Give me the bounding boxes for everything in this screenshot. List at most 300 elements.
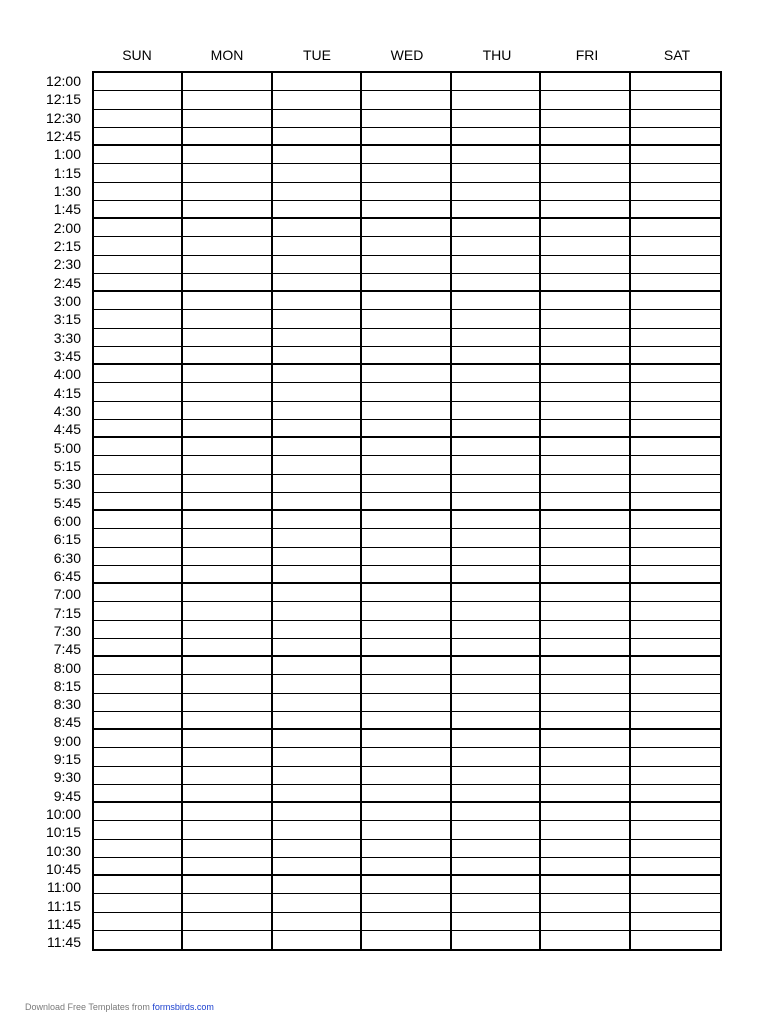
- schedule-cell[interactable]: [94, 712, 183, 730]
- schedule-cell[interactable]: [94, 201, 183, 219]
- schedule-cell[interactable]: [541, 694, 630, 712]
- schedule-cell[interactable]: [631, 256, 720, 274]
- schedule-cell[interactable]: [631, 274, 720, 292]
- schedule-cell[interactable]: [362, 840, 451, 858]
- schedule-cell[interactable]: [362, 91, 451, 109]
- schedule-cell[interactable]: [94, 529, 183, 547]
- schedule-cell[interactable]: [452, 420, 541, 438]
- schedule-cell[interactable]: [94, 657, 183, 675]
- schedule-cell[interactable]: [94, 748, 183, 766]
- schedule-cell[interactable]: [183, 219, 272, 237]
- footer-link[interactable]: formsbirds.com: [152, 1002, 214, 1012]
- schedule-cell[interactable]: [541, 548, 630, 566]
- schedule-cell[interactable]: [362, 694, 451, 712]
- schedule-cell[interactable]: [452, 639, 541, 657]
- schedule-cell[interactable]: [631, 219, 720, 237]
- schedule-cell[interactable]: [273, 347, 362, 365]
- schedule-cell[interactable]: [541, 821, 630, 839]
- schedule-cell[interactable]: [631, 128, 720, 146]
- schedule-cell[interactable]: [94, 402, 183, 420]
- schedule-cell[interactable]: [452, 310, 541, 328]
- schedule-cell[interactable]: [94, 675, 183, 693]
- schedule-cell[interactable]: [452, 584, 541, 602]
- schedule-cell[interactable]: [631, 91, 720, 109]
- schedule-cell[interactable]: [362, 785, 451, 803]
- schedule-cell[interactable]: [452, 730, 541, 748]
- schedule-cell[interactable]: [273, 201, 362, 219]
- schedule-cell[interactable]: [94, 730, 183, 748]
- schedule-cell[interactable]: [273, 91, 362, 109]
- schedule-cell[interactable]: [452, 621, 541, 639]
- schedule-cell[interactable]: [452, 748, 541, 766]
- schedule-cell[interactable]: [362, 292, 451, 310]
- schedule-cell[interactable]: [362, 876, 451, 894]
- schedule-cell[interactable]: [362, 712, 451, 730]
- schedule-cell[interactable]: [94, 219, 183, 237]
- schedule-cell[interactable]: [452, 329, 541, 347]
- schedule-cell[interactable]: [94, 931, 183, 949]
- schedule-cell[interactable]: [183, 821, 272, 839]
- schedule-cell[interactable]: [183, 584, 272, 602]
- schedule-cell[interactable]: [631, 310, 720, 328]
- schedule-cell[interactable]: [183, 420, 272, 438]
- schedule-cell[interactable]: [541, 438, 630, 456]
- schedule-cell[interactable]: [183, 675, 272, 693]
- schedule-cell[interactable]: [94, 128, 183, 146]
- schedule-cell[interactable]: [362, 164, 451, 182]
- schedule-cell[interactable]: [183, 183, 272, 201]
- schedule-cell[interactable]: [94, 602, 183, 620]
- schedule-cell[interactable]: [273, 876, 362, 894]
- schedule-cell[interactable]: [631, 730, 720, 748]
- schedule-cell[interactable]: [273, 274, 362, 292]
- schedule-cell[interactable]: [273, 310, 362, 328]
- schedule-cell[interactable]: [94, 803, 183, 821]
- schedule-cell[interactable]: [452, 475, 541, 493]
- schedule-cell[interactable]: [452, 767, 541, 785]
- schedule-cell[interactable]: [541, 493, 630, 511]
- schedule-cell[interactable]: [362, 128, 451, 146]
- schedule-cell[interactable]: [631, 438, 720, 456]
- schedule-cell[interactable]: [94, 420, 183, 438]
- schedule-cell[interactable]: [183, 383, 272, 401]
- schedule-cell[interactable]: [541, 292, 630, 310]
- schedule-cell[interactable]: [362, 566, 451, 584]
- schedule-cell[interactable]: [631, 383, 720, 401]
- schedule-cell[interactable]: [631, 110, 720, 128]
- schedule-cell[interactable]: [273, 438, 362, 456]
- schedule-cell[interactable]: [362, 493, 451, 511]
- schedule-cell[interactable]: [631, 748, 720, 766]
- schedule-cell[interactable]: [273, 621, 362, 639]
- schedule-cell[interactable]: [541, 420, 630, 438]
- schedule-cell[interactable]: [183, 876, 272, 894]
- schedule-cell[interactable]: [452, 237, 541, 255]
- schedule-cell[interactable]: [362, 456, 451, 474]
- schedule-cell[interactable]: [183, 146, 272, 164]
- schedule-cell[interactable]: [362, 675, 451, 693]
- schedule-cell[interactable]: [631, 675, 720, 693]
- schedule-cell[interactable]: [452, 511, 541, 529]
- schedule-cell[interactable]: [183, 365, 272, 383]
- schedule-cell[interactable]: [631, 657, 720, 675]
- schedule-cell[interactable]: [631, 566, 720, 584]
- schedule-cell[interactable]: [631, 164, 720, 182]
- schedule-cell[interactable]: [183, 347, 272, 365]
- schedule-cell[interactable]: [452, 274, 541, 292]
- schedule-cell[interactable]: [452, 858, 541, 876]
- schedule-cell[interactable]: [452, 201, 541, 219]
- schedule-cell[interactable]: [452, 128, 541, 146]
- schedule-cell[interactable]: [541, 146, 630, 164]
- schedule-cell[interactable]: [541, 110, 630, 128]
- schedule-cell[interactable]: [273, 183, 362, 201]
- schedule-cell[interactable]: [362, 584, 451, 602]
- schedule-cell[interactable]: [183, 694, 272, 712]
- schedule-cell[interactable]: [94, 164, 183, 182]
- schedule-cell[interactable]: [541, 475, 630, 493]
- schedule-cell[interactable]: [362, 913, 451, 931]
- schedule-cell[interactable]: [631, 237, 720, 255]
- schedule-cell[interactable]: [362, 347, 451, 365]
- schedule-cell[interactable]: [452, 548, 541, 566]
- schedule-cell[interactable]: [183, 931, 272, 949]
- schedule-cell[interactable]: [183, 785, 272, 803]
- schedule-cell[interactable]: [183, 402, 272, 420]
- schedule-cell[interactable]: [452, 840, 541, 858]
- schedule-cell[interactable]: [631, 201, 720, 219]
- schedule-cell[interactable]: [273, 657, 362, 675]
- schedule-cell[interactable]: [631, 858, 720, 876]
- schedule-cell[interactable]: [362, 402, 451, 420]
- schedule-cell[interactable]: [362, 730, 451, 748]
- schedule-cell[interactable]: [273, 584, 362, 602]
- schedule-cell[interactable]: [273, 639, 362, 657]
- schedule-cell[interactable]: [273, 694, 362, 712]
- schedule-cell[interactable]: [452, 219, 541, 237]
- schedule-cell[interactable]: [452, 365, 541, 383]
- schedule-cell[interactable]: [273, 475, 362, 493]
- schedule-cell[interactable]: [541, 329, 630, 347]
- schedule-cell[interactable]: [631, 913, 720, 931]
- schedule-cell[interactable]: [183, 913, 272, 931]
- schedule-cell[interactable]: [452, 785, 541, 803]
- schedule-cell[interactable]: [362, 894, 451, 912]
- schedule-cell[interactable]: [541, 183, 630, 201]
- schedule-cell[interactable]: [452, 146, 541, 164]
- schedule-cell[interactable]: [273, 128, 362, 146]
- schedule-cell[interactable]: [273, 913, 362, 931]
- schedule-cell[interactable]: [631, 529, 720, 547]
- schedule-cell[interactable]: [631, 876, 720, 894]
- schedule-cell[interactable]: [362, 621, 451, 639]
- schedule-cell[interactable]: [631, 621, 720, 639]
- schedule-cell[interactable]: [541, 730, 630, 748]
- schedule-cell[interactable]: [631, 548, 720, 566]
- schedule-cell[interactable]: [541, 347, 630, 365]
- schedule-cell[interactable]: [631, 584, 720, 602]
- schedule-cell[interactable]: [362, 256, 451, 274]
- schedule-cell[interactable]: [631, 712, 720, 730]
- schedule-cell[interactable]: [452, 803, 541, 821]
- schedule-cell[interactable]: [273, 566, 362, 584]
- schedule-cell[interactable]: [94, 292, 183, 310]
- schedule-cell[interactable]: [631, 183, 720, 201]
- schedule-cell[interactable]: [94, 475, 183, 493]
- schedule-cell[interactable]: [631, 456, 720, 474]
- schedule-cell[interactable]: [183, 621, 272, 639]
- schedule-cell[interactable]: [94, 639, 183, 657]
- schedule-cell[interactable]: [183, 438, 272, 456]
- schedule-cell[interactable]: [362, 110, 451, 128]
- schedule-cell[interactable]: [452, 292, 541, 310]
- schedule-cell[interactable]: [183, 529, 272, 547]
- schedule-cell[interactable]: [362, 201, 451, 219]
- schedule-cell[interactable]: [362, 146, 451, 164]
- schedule-cell[interactable]: [541, 748, 630, 766]
- schedule-cell[interactable]: [183, 493, 272, 511]
- schedule-cell[interactable]: [541, 767, 630, 785]
- schedule-cell[interactable]: [94, 329, 183, 347]
- schedule-cell[interactable]: [541, 602, 630, 620]
- schedule-cell[interactable]: [94, 913, 183, 931]
- schedule-cell[interactable]: [273, 785, 362, 803]
- schedule-cell[interactable]: [452, 821, 541, 839]
- schedule-cell[interactable]: [94, 347, 183, 365]
- schedule-cell[interactable]: [183, 128, 272, 146]
- schedule-cell[interactable]: [631, 493, 720, 511]
- schedule-cell[interactable]: [183, 858, 272, 876]
- schedule-cell[interactable]: [94, 566, 183, 584]
- schedule-cell[interactable]: [541, 785, 630, 803]
- schedule-cell[interactable]: [273, 821, 362, 839]
- schedule-cell[interactable]: [94, 438, 183, 456]
- schedule-cell[interactable]: [273, 383, 362, 401]
- schedule-cell[interactable]: [452, 894, 541, 912]
- schedule-cell[interactable]: [273, 858, 362, 876]
- schedule-cell[interactable]: [631, 511, 720, 529]
- schedule-cell[interactable]: [541, 256, 630, 274]
- schedule-cell[interactable]: [183, 237, 272, 255]
- schedule-cell[interactable]: [541, 657, 630, 675]
- schedule-cell[interactable]: [362, 511, 451, 529]
- schedule-cell[interactable]: [273, 712, 362, 730]
- schedule-cell[interactable]: [541, 913, 630, 931]
- schedule-cell[interactable]: [362, 383, 451, 401]
- schedule-cell[interactable]: [362, 475, 451, 493]
- schedule-cell[interactable]: [362, 657, 451, 675]
- schedule-cell[interactable]: [94, 876, 183, 894]
- schedule-cell[interactable]: [273, 146, 362, 164]
- schedule-cell[interactable]: [362, 602, 451, 620]
- schedule-cell[interactable]: [94, 821, 183, 839]
- schedule-cell[interactable]: [94, 548, 183, 566]
- schedule-cell[interactable]: [273, 110, 362, 128]
- schedule-cell[interactable]: [183, 803, 272, 821]
- schedule-cell[interactable]: [94, 274, 183, 292]
- schedule-cell[interactable]: [541, 529, 630, 547]
- schedule-cell[interactable]: [452, 675, 541, 693]
- schedule-cell[interactable]: [541, 456, 630, 474]
- schedule-cell[interactable]: [362, 310, 451, 328]
- schedule-cell[interactable]: [94, 767, 183, 785]
- schedule-cell[interactable]: [452, 931, 541, 949]
- schedule-cell[interactable]: [94, 383, 183, 401]
- schedule-cell[interactable]: [362, 931, 451, 949]
- schedule-cell[interactable]: [452, 438, 541, 456]
- schedule-cell[interactable]: [452, 73, 541, 91]
- schedule-cell[interactable]: [452, 694, 541, 712]
- schedule-cell[interactable]: [362, 329, 451, 347]
- schedule-cell[interactable]: [541, 876, 630, 894]
- schedule-cell[interactable]: [362, 438, 451, 456]
- schedule-cell[interactable]: [183, 639, 272, 657]
- schedule-cell[interactable]: [452, 164, 541, 182]
- schedule-cell[interactable]: [183, 274, 272, 292]
- schedule-cell[interactable]: [541, 274, 630, 292]
- schedule-cell[interactable]: [631, 785, 720, 803]
- schedule-cell[interactable]: [273, 748, 362, 766]
- schedule-cell[interactable]: [541, 164, 630, 182]
- schedule-cell[interactable]: [362, 420, 451, 438]
- schedule-cell[interactable]: [452, 256, 541, 274]
- schedule-cell[interactable]: [94, 256, 183, 274]
- schedule-cell[interactable]: [541, 383, 630, 401]
- schedule-cell[interactable]: [362, 748, 451, 766]
- schedule-cell[interactable]: [183, 329, 272, 347]
- schedule-cell[interactable]: [362, 219, 451, 237]
- schedule-cell[interactable]: [183, 730, 272, 748]
- schedule-cell[interactable]: [273, 73, 362, 91]
- schedule-cell[interactable]: [541, 219, 630, 237]
- schedule-cell[interactable]: [273, 730, 362, 748]
- schedule-cell[interactable]: [273, 256, 362, 274]
- schedule-cell[interactable]: [541, 675, 630, 693]
- schedule-cell[interactable]: [183, 748, 272, 766]
- schedule-cell[interactable]: [362, 183, 451, 201]
- schedule-cell[interactable]: [631, 329, 720, 347]
- schedule-cell[interactable]: [183, 110, 272, 128]
- schedule-cell[interactable]: [273, 329, 362, 347]
- schedule-cell[interactable]: [183, 712, 272, 730]
- schedule-cell[interactable]: [541, 894, 630, 912]
- schedule-cell[interactable]: [183, 292, 272, 310]
- schedule-cell[interactable]: [273, 675, 362, 693]
- schedule-cell[interactable]: [94, 621, 183, 639]
- schedule-cell[interactable]: [541, 858, 630, 876]
- schedule-cell[interactable]: [452, 91, 541, 109]
- schedule-cell[interactable]: [273, 602, 362, 620]
- schedule-cell[interactable]: [631, 365, 720, 383]
- schedule-cell[interactable]: [94, 694, 183, 712]
- schedule-cell[interactable]: [183, 256, 272, 274]
- schedule-cell[interactable]: [94, 785, 183, 803]
- schedule-cell[interactable]: [631, 347, 720, 365]
- schedule-cell[interactable]: [631, 420, 720, 438]
- schedule-cell[interactable]: [94, 894, 183, 912]
- schedule-cell[interactable]: [183, 511, 272, 529]
- schedule-cell[interactable]: [273, 456, 362, 474]
- schedule-cell[interactable]: [183, 456, 272, 474]
- schedule-cell[interactable]: [273, 219, 362, 237]
- schedule-cell[interactable]: [541, 566, 630, 584]
- schedule-cell[interactable]: [94, 365, 183, 383]
- schedule-cell[interactable]: [541, 931, 630, 949]
- schedule-cell[interactable]: [94, 840, 183, 858]
- schedule-cell[interactable]: [273, 803, 362, 821]
- schedule-cell[interactable]: [94, 73, 183, 91]
- schedule-cell[interactable]: [273, 511, 362, 529]
- schedule-cell[interactable]: [452, 566, 541, 584]
- schedule-cell[interactable]: [631, 73, 720, 91]
- schedule-cell[interactable]: [452, 657, 541, 675]
- schedule-cell[interactable]: [362, 767, 451, 785]
- schedule-cell[interactable]: [94, 584, 183, 602]
- schedule-cell[interactable]: [541, 91, 630, 109]
- schedule-cell[interactable]: [273, 365, 362, 383]
- schedule-cell[interactable]: [94, 493, 183, 511]
- schedule-cell[interactable]: [452, 110, 541, 128]
- schedule-cell[interactable]: [273, 420, 362, 438]
- schedule-cell[interactable]: [452, 529, 541, 547]
- schedule-cell[interactable]: [94, 146, 183, 164]
- schedule-cell[interactable]: [183, 310, 272, 328]
- schedule-cell[interactable]: [183, 164, 272, 182]
- schedule-cell[interactable]: [631, 821, 720, 839]
- schedule-cell[interactable]: [452, 712, 541, 730]
- schedule-cell[interactable]: [183, 767, 272, 785]
- schedule-cell[interactable]: [541, 840, 630, 858]
- schedule-cell[interactable]: [541, 310, 630, 328]
- schedule-cell[interactable]: [631, 292, 720, 310]
- schedule-cell[interactable]: [631, 894, 720, 912]
- schedule-cell[interactable]: [183, 840, 272, 858]
- schedule-cell[interactable]: [631, 639, 720, 657]
- schedule-cell[interactable]: [362, 274, 451, 292]
- schedule-cell[interactable]: [362, 548, 451, 566]
- schedule-cell[interactable]: [183, 475, 272, 493]
- schedule-cell[interactable]: [362, 237, 451, 255]
- schedule-cell[interactable]: [94, 183, 183, 201]
- schedule-cell[interactable]: [362, 529, 451, 547]
- schedule-cell[interactable]: [362, 365, 451, 383]
- schedule-cell[interactable]: [94, 110, 183, 128]
- schedule-cell[interactable]: [541, 639, 630, 657]
- schedule-cell[interactable]: [183, 602, 272, 620]
- schedule-cell[interactable]: [541, 73, 630, 91]
- schedule-cell[interactable]: [452, 402, 541, 420]
- schedule-cell[interactable]: [273, 931, 362, 949]
- schedule-cell[interactable]: [541, 584, 630, 602]
- schedule-cell[interactable]: [183, 73, 272, 91]
- schedule-cell[interactable]: [631, 803, 720, 821]
- schedule-cell[interactable]: [183, 548, 272, 566]
- schedule-cell[interactable]: [183, 91, 272, 109]
- schedule-cell[interactable]: [183, 657, 272, 675]
- schedule-cell[interactable]: [273, 767, 362, 785]
- schedule-cell[interactable]: [273, 493, 362, 511]
- schedule-cell[interactable]: [631, 840, 720, 858]
- schedule-cell[interactable]: [541, 128, 630, 146]
- schedule-cell[interactable]: [362, 73, 451, 91]
- schedule-cell[interactable]: [94, 858, 183, 876]
- schedule-cell[interactable]: [273, 894, 362, 912]
- schedule-cell[interactable]: [541, 402, 630, 420]
- schedule-cell[interactable]: [631, 146, 720, 164]
- schedule-cell[interactable]: [452, 183, 541, 201]
- schedule-cell[interactable]: [541, 621, 630, 639]
- schedule-cell[interactable]: [541, 803, 630, 821]
